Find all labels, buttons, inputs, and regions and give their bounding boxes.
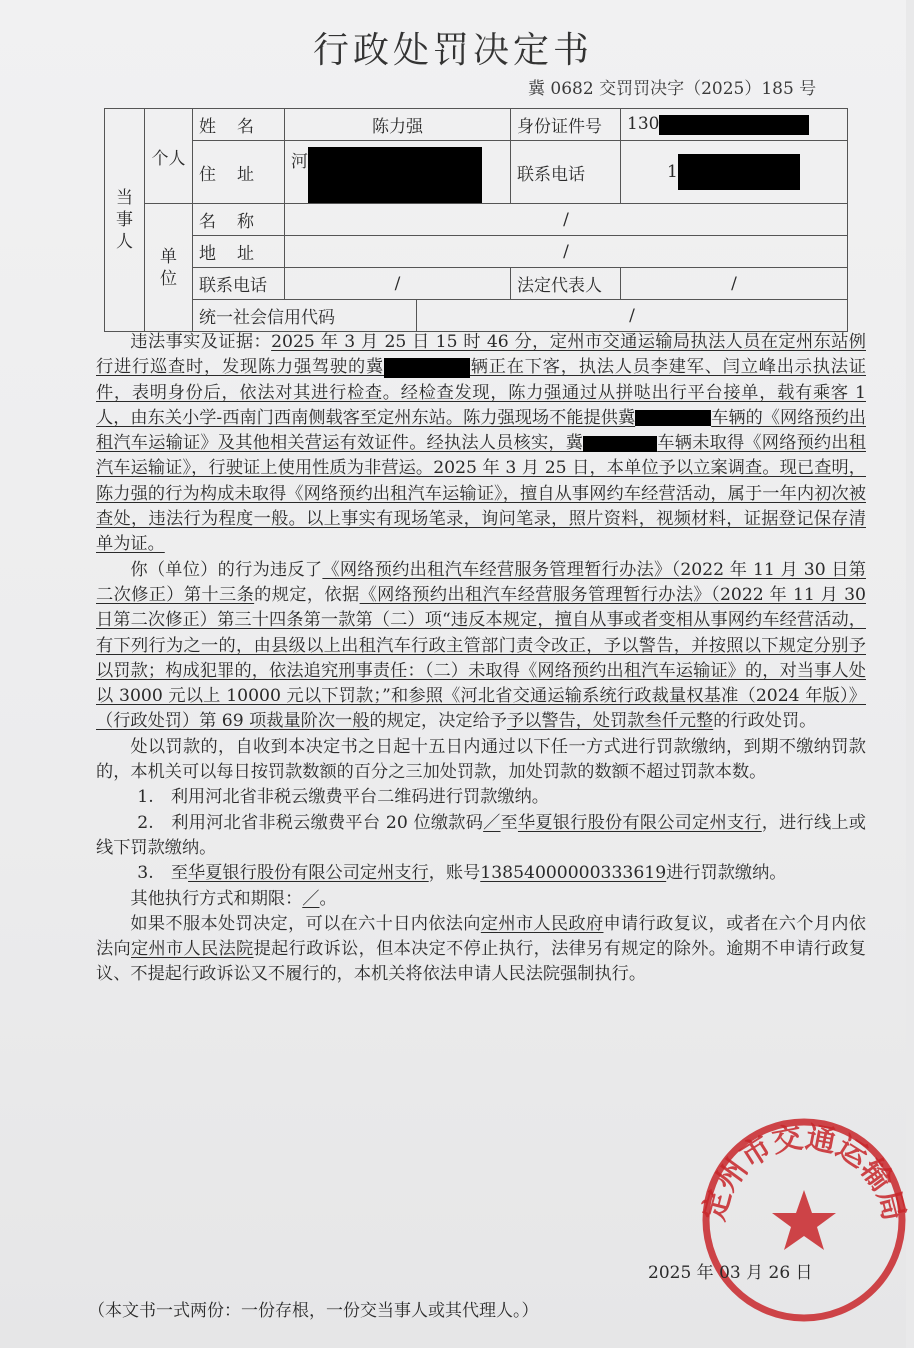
redaction-box — [583, 436, 657, 452]
payment-intro: 处以罚款的，自收到本决定书之日起十五日内通过以下任一方式进行罚款缴纳，到期不缴纳罚款的，本机关可以每日按罚款数额的百分之三加处罚款，加处罚款的数额不超过罚款本数。 — [96, 736, 866, 783]
decision-body — [96, 330, 866, 988]
unit-name-label: 名 称 — [193, 204, 285, 236]
unit-address-value: / — [285, 236, 848, 268]
address-label: 住 址 — [193, 141, 285, 204]
credit-code-value: / — [417, 300, 848, 332]
address-value: 河 — [285, 141, 511, 204]
individual-label: 个人 — [145, 109, 193, 204]
other-execution: 其他执行方式和期限：／。 — [130, 888, 337, 909]
phone-value: 1 — [621, 141, 848, 204]
facts-paragraph: 违法事实及证据：2025 年 3 月 25 日 15 时 46 分，定州市交通运输局执法人员在定州东站例行进行巡查时，发现陈力强驾驶的冀 辆正在下客，执法人员李建军、闫立峰出示执法证件，表明身份后，依法对其进行检查。经检查发现，陈力强通过从拼哒出行平台接单，载有乘客 1 人，由东关小学-西南门西南侧载客至定州东站。陈力强现场不能提供冀 车辆的《网络预约出租汽车运输证》及其他相关营运有效证件。经执法人员核实，冀 车辆未取得《网络预约出租汽车运输证》，行驶证上使用性质为非营运。2025 年 3 月 25 日，本单位予以立案调查。现已查明，陈力强的行为构成未取得《网络预约出租汽车运输证》，擅自从事网约车经营活动，属于一年内初次被查处，违法行为程度一般。以上事实有现场笔录，询问笔录，照片资料，视频材料，证据登记保存清单为证。 — [96, 332, 866, 555]
unit-phone-value: / — [285, 268, 511, 300]
unit-phone-label: 联系电话 — [193, 268, 285, 300]
payment-methods — [96, 785, 866, 886]
name-label: 姓 名 — [193, 109, 285, 141]
payment-method-3: 3. 至华夏银行股份有限公司定州支行，账号13854000000333619进行罚款缴纳。 — [137, 863, 787, 884]
star-icon — [772, 1190, 836, 1250]
party-label: 当事人 — [105, 109, 145, 332]
copies-note: （本文书一式两份：一份存根，一份交当事人或其代理人。） — [88, 1301, 539, 1321]
phone-label: 联系电话 — [511, 141, 621, 204]
unit-address-label: 地 址 — [193, 236, 285, 268]
redaction-box — [308, 147, 482, 203]
appeal-paragraph: 如果不服本处罚决定，可以在六十日内依法向定州市人民政府申请行政复议，或者在六个月内依法向定州市人民法院提起行政诉讼，但本决定不停止执行，法律另有规定的除外。逾期不申请行政复议、不提起行政诉讼又不履行的，本机关将依法申请人民法院强制执行。 — [96, 913, 866, 985]
redaction-box — [384, 358, 470, 378]
payment-method-1: 1. 利用河北省非税云缴费平台二维码进行罚款缴纳。 — [137, 787, 549, 808]
seal-text: 定州市交通运输局 — [696, 1120, 912, 1225]
issue-date: 2025 年 03 月 26 日 — [648, 1263, 813, 1283]
legal-rep-label: 法定代表人 — [511, 268, 621, 300]
unit-label: 单位 — [145, 204, 193, 332]
credit-code-label: 统一社会信用代码 — [193, 300, 417, 332]
violation-paragraph: 你（单位）的行为违反了《网络预约出租汽车经营服务管理暂行办法》（2022 年 11 月 30 日第二次修正）第十三条的规定，依据《网络预约出租汽车经营服务管理暂行办法》（2022 年 11 月 30 日第二次修正）第三十四条第一款第（二）项“违反本规定，擅自从事或者变相从事网约车经营活动，有下列行为之一的，由县级以上出租汽车行政主管部门责令改正，予以警告，并按照以下规定分别予以罚款；构成犯罪的，依法追究刑事责任：（二）未取得《网络预约出租汽车运输证》的，对当事人处以 3000 元以上 10000 元以下罚款；”和参照《河北省交通运输系统行政裁量权基准（2024 年版）》（行政处罚）第 69 项裁量阶次一般的规定，决定给予予以警告，处罚款叁仟元整的行政处罚。 — [96, 559, 866, 732]
document-title: 行政处罚决定书 — [312, 30, 593, 71]
name-value: 陈力强 — [285, 109, 511, 141]
redaction-box — [635, 410, 711, 426]
id-value: 130 — [621, 109, 848, 141]
redaction-box — [659, 115, 809, 135]
official-seal — [694, 1110, 914, 1330]
document-number: 冀 0682 交罚罚决字（2025）185 号 — [528, 79, 817, 99]
id-label: 身份证件号 — [511, 109, 621, 141]
redaction-box — [678, 154, 800, 190]
legal-rep-value: / — [621, 268, 848, 300]
party-info-table — [104, 108, 848, 332]
payment-method-2: 2. 利用河北省非税云缴费平台 20 位缴款码／至华夏银行股份有限公司定州支行，进行线上或线下罚款缴纳。 — [96, 812, 866, 858]
unit-name-value: / — [285, 204, 848, 236]
